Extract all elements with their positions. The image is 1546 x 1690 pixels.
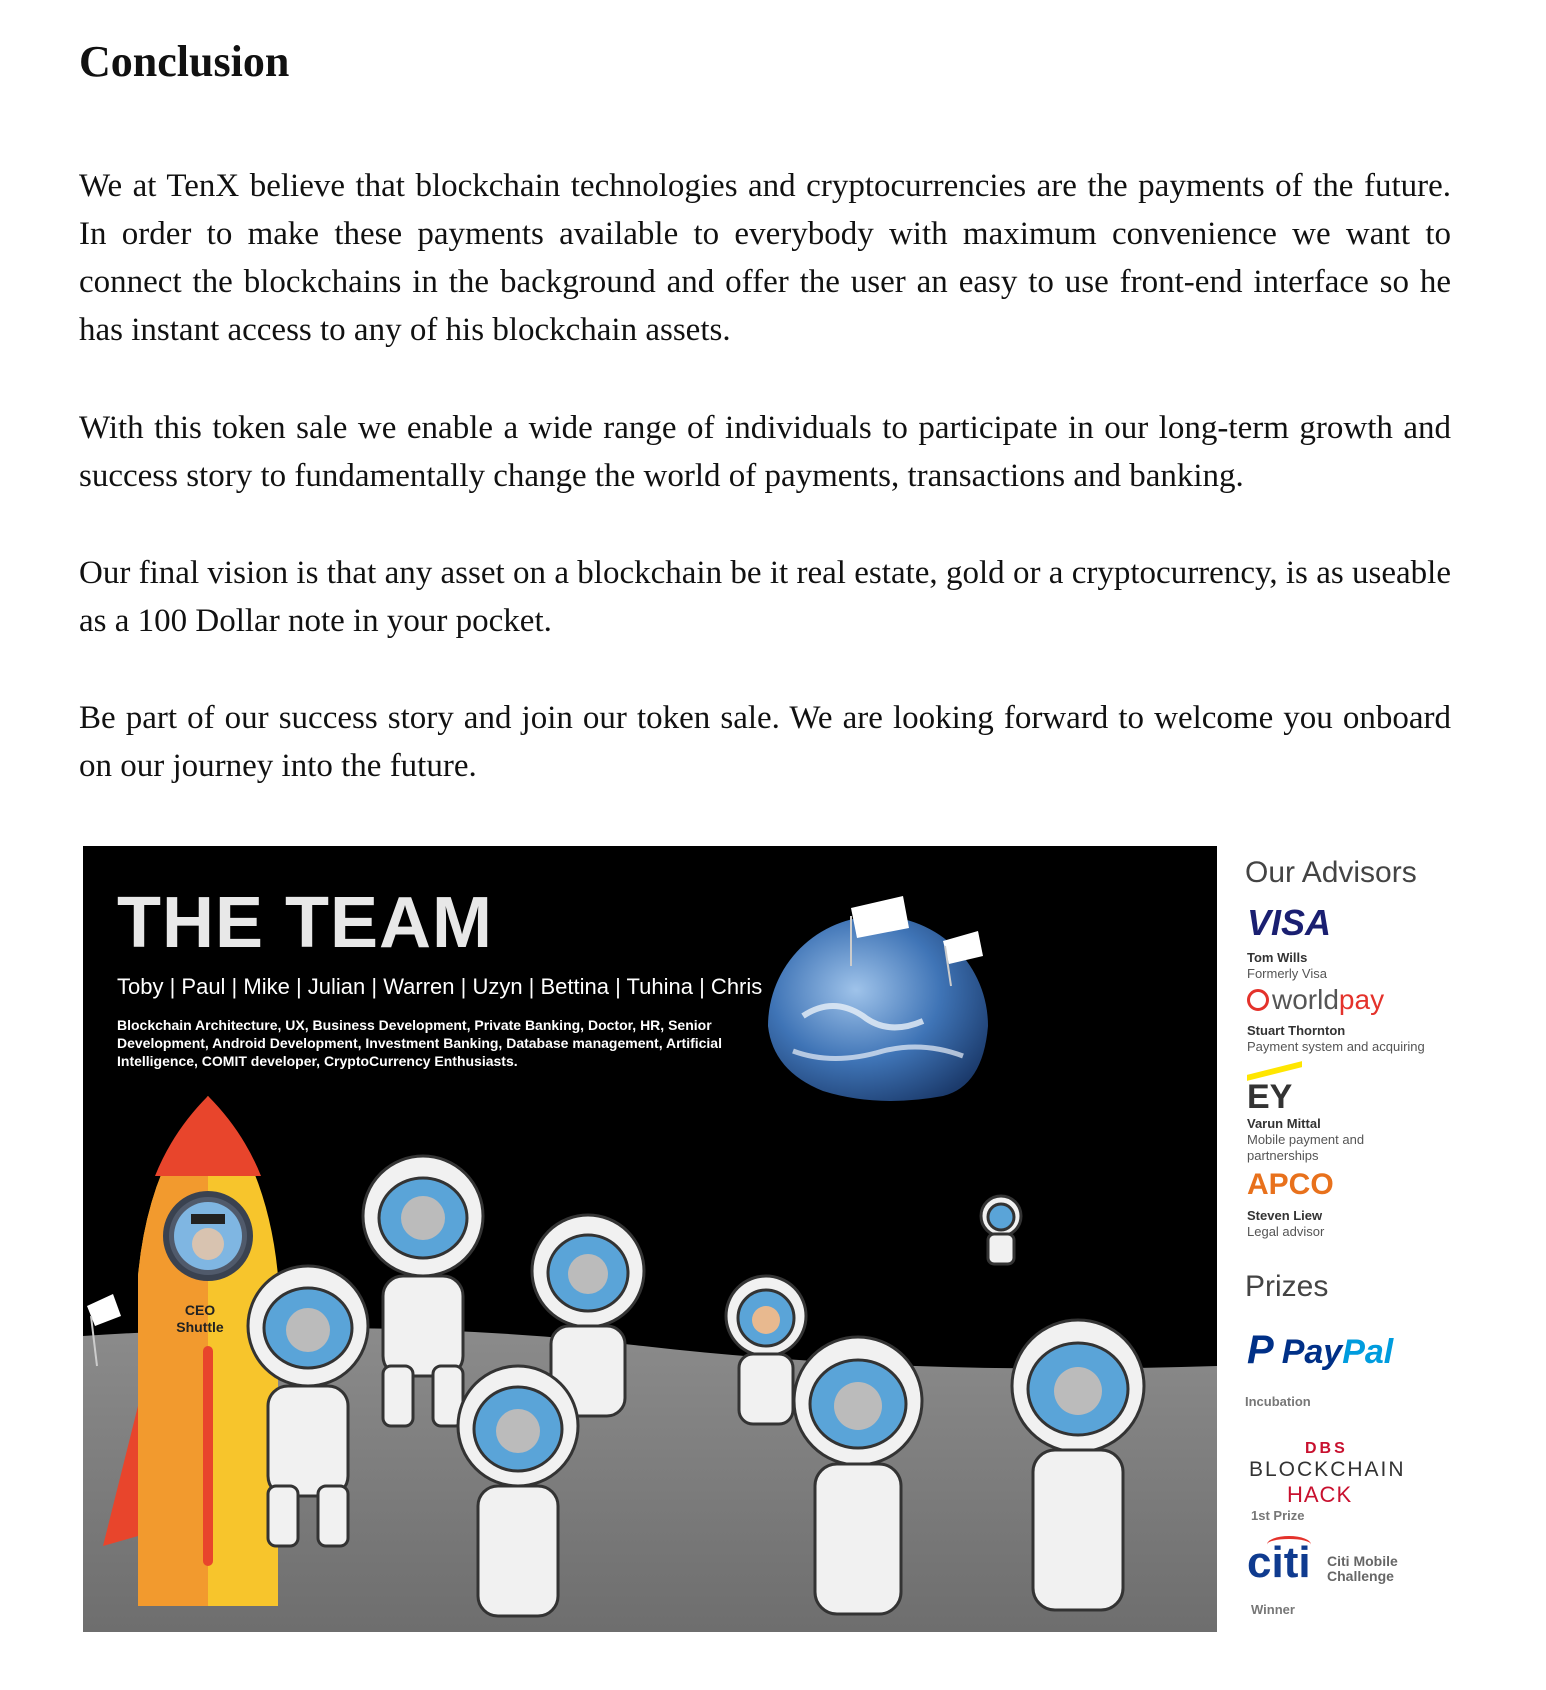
- ey-logo: EY: [1247, 1078, 1293, 1116]
- team-title: THE TEAM: [117, 883, 493, 963]
- dbs-logo: DBS: [1305, 1440, 1348, 1457]
- visa-logo: VISA: [1247, 902, 1332, 943]
- advisor-role: Mobile payment and partnerships: [1247, 1132, 1365, 1163]
- ceo-label-line1: CEO: [184, 1302, 216, 1318]
- page-heading: Conclusion: [79, 37, 290, 86]
- paragraph-call-to-action: Be part of our success story and join our token sale. We are looking forward to welcome you onboard on our journey into the future.: [79, 700, 1451, 784]
- paragraph-final-vision: Our final vision is that any asset on a blockchain be it real estate, gold or a cryptocurrency, is as useable as a 100 Dollar note in your pocket.: [79, 555, 1451, 639]
- team-names: Toby | Paul | Mike | Julian | Warren | Uzyn | Bettina | Tuhina | Chris: [117, 974, 763, 999]
- advisor-role: Payment system and acquiring: [1247, 1039, 1425, 1054]
- advisor-name: Tom Wills: [1247, 950, 1308, 965]
- advisor-role: Legal advisor: [1247, 1224, 1325, 1239]
- advisor-name: Stuart Thornton: [1247, 1023, 1346, 1038]
- blockchain-logo: BLOCKCHAIN: [1249, 1458, 1406, 1481]
- worldpay-logo: worldpay: [1247, 984, 1384, 1016]
- paypal-logo: P PayPal: [1247, 1328, 1394, 1372]
- astronaut-icon: [981, 1196, 1021, 1264]
- paragraph-vision: We at TenX believe that blockchain technologies and cryptocurrencies are the payments of the future. In order to make these payments available to everybody with maximum convenience we want to connect the blockchains in the background and offer the user an easy to use front-end interface so he has instant access to any of his blockchain assets.: [79, 168, 1451, 348]
- ceo-label-line2: Shuttle: [176, 1319, 224, 1335]
- prize-note: Winner: [1251, 1602, 1295, 1617]
- ceo-label: [165, 1302, 235, 1336]
- advisors-heading: Our Advisors: [1245, 856, 1417, 889]
- citi-arc-icon: [1267, 1536, 1311, 1553]
- team-image: [83, 846, 1217, 1632]
- citi-logo: citi: [1247, 1538, 1311, 1587]
- citi-challenge-label: Citi Mobile Challenge: [1327, 1553, 1398, 1584]
- prize-note: Incubation: [1245, 1394, 1311, 1409]
- prize-note: 1st Prize: [1251, 1508, 1305, 1523]
- advisor-name: Varun Mittal: [1247, 1116, 1321, 1131]
- paragraph-token-sale: With this token sale we enable a wide range of individuals to participate in our long-term growth and success story to fundamentally change the world of payments, transactions and banking.: [79, 410, 1451, 494]
- hack-logo: HACK: [1287, 1482, 1353, 1507]
- team-roles: Blockchain Architecture, UX, Business Development, Private Banking, Doctor, HR, Senior Development, Android Development, Investment Banking, Database management, Artificial Intelligence, COMIT developer, CryptoCurrency Enthusiasts.: [117, 1017, 722, 1069]
- advisor-name: Steven Liew: [1247, 1208, 1323, 1223]
- advisor-role: Formerly Visa: [1247, 966, 1327, 981]
- worldpay-icon: [1247, 989, 1269, 1011]
- apco-logo: APCO: [1247, 1168, 1334, 1201]
- paypal-icon: P: [1247, 1328, 1274, 1372]
- prizes-heading: Prizes: [1245, 1270, 1329, 1303]
